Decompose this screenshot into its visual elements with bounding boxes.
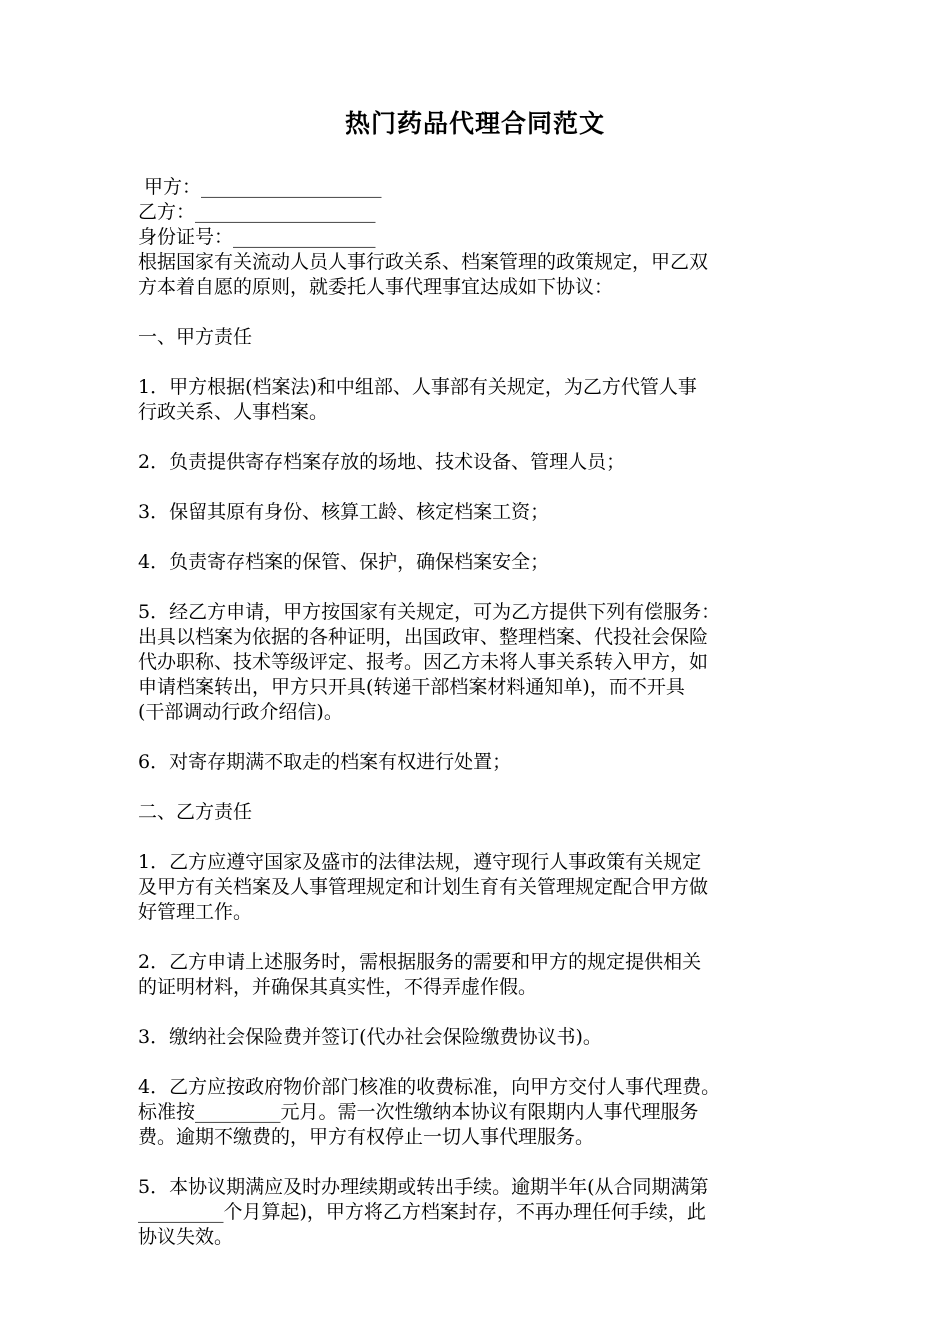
text-line: _________个月算起)，甲方将乙方档案封存，不再办理任何手续，此 [138, 1201, 706, 1223]
text-line: 行政关系、人事档案。 [138, 401, 329, 423]
text-line: 出具以档案为依据的各种证明，出国政审、整理档案、代投社会保险 [138, 626, 709, 648]
text-line: 2．乙方申请上述服务时，需根据服务的需要和甲方的规定提供相关 [138, 951, 702, 973]
text-line: 乙方：___________________ [138, 201, 376, 223]
text-line: 甲方：___________________ [138, 176, 382, 198]
blank-line [138, 725, 828, 750]
blank-line [138, 425, 828, 450]
document-title: 热门药品代理合同范文 [344, 109, 605, 138]
text-line: 协议失效。 [138, 1226, 234, 1248]
blank-line [138, 525, 828, 550]
text-line: 的证明材料，并确保其真实性，不得弄虚作假。 [138, 976, 538, 998]
text-line: 4．乙方应按政府物价部门核准的收费标准，向甲方交付人事代理费。 [138, 1076, 721, 1098]
text-line: 好管理工作。 [138, 901, 253, 923]
blank-line [138, 350, 828, 375]
text-line: 5．经乙方申请，甲方按国家有关规定，可为乙方提供下列有偿服务： [138, 601, 721, 623]
blank-line [138, 575, 828, 600]
text-line: 5．本协议期满应及时办理续期或转出手续。逾期半年(从合同期满第 [138, 1176, 709, 1198]
blank-line [138, 1150, 828, 1175]
text-line: 1．甲方根据(档案法)和中组部、人事部有关规定，为乙方代管人事 [138, 376, 697, 398]
blank-line [138, 1050, 828, 1075]
text-line: 费。逾期不缴费的，甲方有权停止一切人事代理服务。 [138, 1126, 595, 1148]
text-line: 方本着自愿的原则，就委托人事代理事宜达成如下协议： [138, 276, 614, 298]
text-line: 二、乙方责任 [138, 801, 253, 823]
text-line: 代办职称、技术等级评定、报考。因乙方未将人事关系转入甲方，如 [138, 651, 709, 673]
text-line: 3．保留其原有身份、核算工龄、核定档案工资； [138, 501, 550, 523]
text-line: 根据国家有关流动人员人事行政关系、档案管理的政策规定，甲乙双 [138, 251, 709, 273]
blank-line [138, 1000, 828, 1025]
blank-line [138, 475, 828, 500]
document-body [138, 175, 828, 1250]
text-line: 3．缴纳社会保险费并签订(代办社会保险缴费协议书)。 [138, 1026, 602, 1048]
text-line: 标准按_________元月。需一次性缴纳本协议有限期内人事代理服务 [138, 1101, 699, 1123]
blank-line [138, 825, 828, 850]
text-line: 1．乙方应遵守国家及盛市的法律法规，遵守现行人事政策有关规定 [138, 851, 702, 873]
text-line: 申请档案转出，甲方只开具(转递干部档案材料通知单)，而不开具 [138, 676, 685, 698]
blank-line [138, 925, 828, 950]
blank-line [138, 300, 828, 325]
text-line: 一、甲方责任 [138, 326, 253, 348]
blank-line [138, 775, 828, 800]
text-line: 及甲方有关档案及人事管理规定和计划生育有关管理规定配合甲方做 [138, 876, 709, 898]
text-line: 6．对寄存期满不取走的档案有权进行处置； [138, 751, 512, 773]
text-line: 2．负责提供寄存档案存放的场地、技术设备、管理人员； [138, 451, 626, 473]
text-line: 身份证号：_______________ [138, 226, 376, 248]
text-line: (干部调动行政介绍信)。 [138, 701, 343, 723]
text-line: 4．负责寄存档案的保管、保护，确保档案安全； [138, 551, 550, 573]
